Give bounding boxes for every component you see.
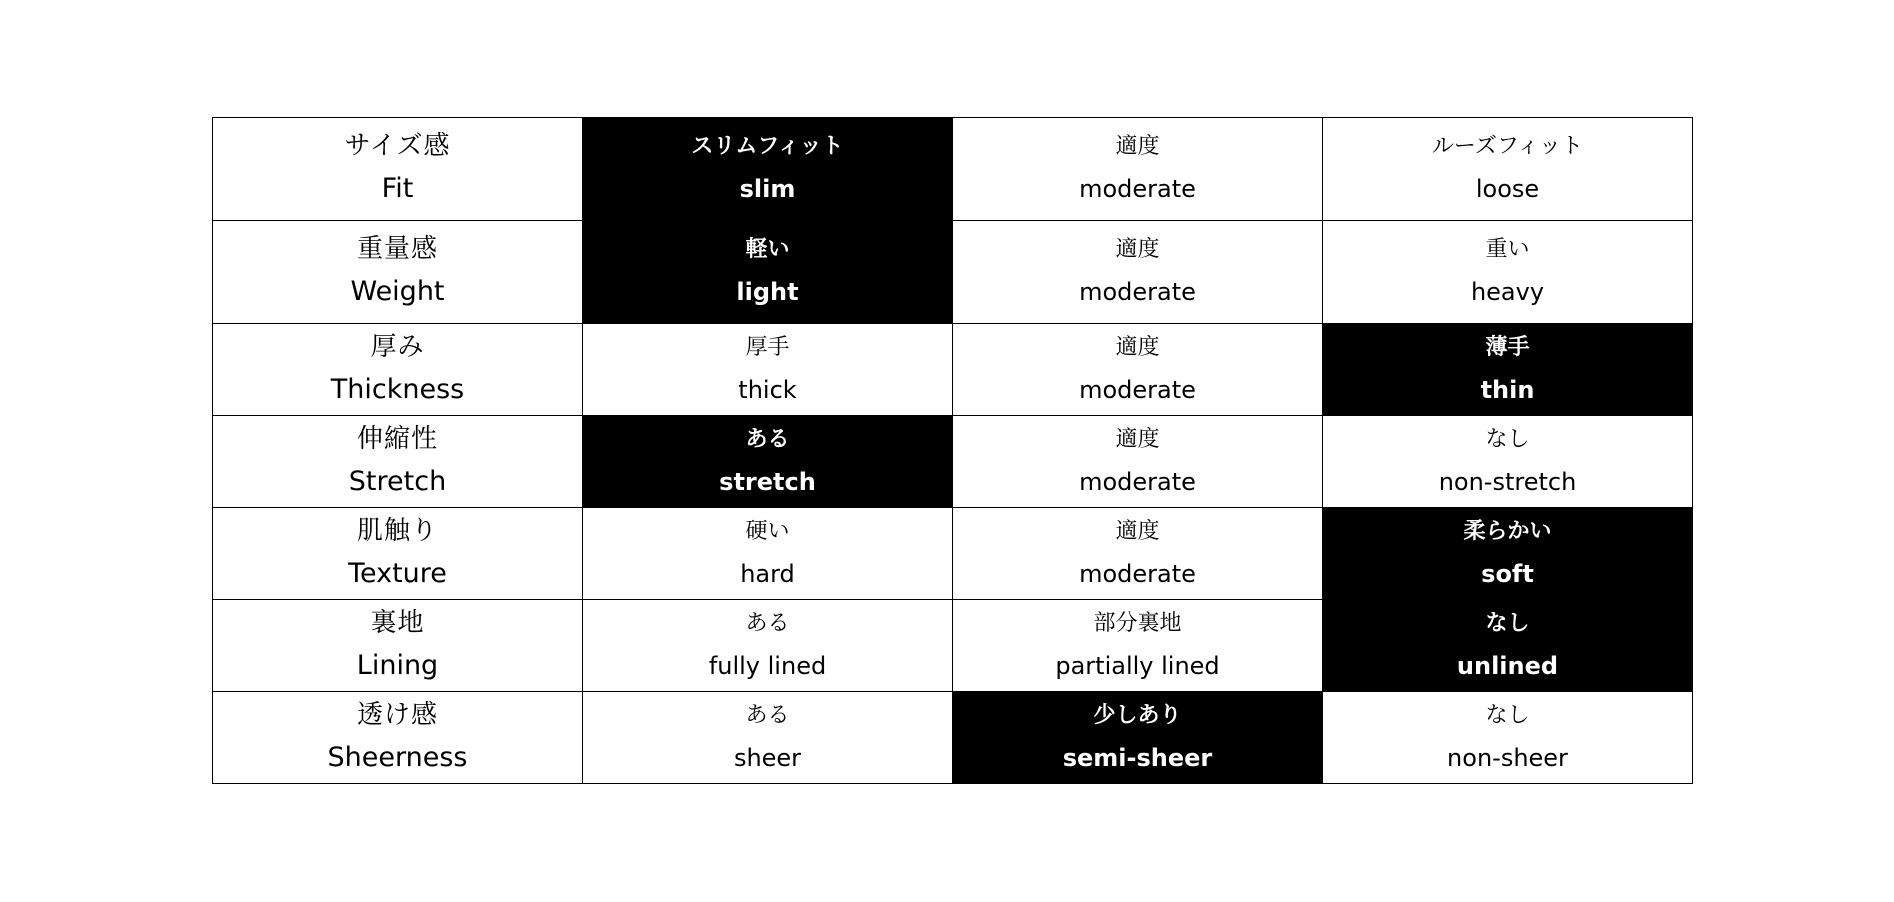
option-label-jp: ある xyxy=(745,702,790,728)
attribute-label-jp: 重量感 xyxy=(356,234,438,264)
option-cell-selected xyxy=(583,118,953,221)
attribute-label-jp: 肌触り xyxy=(356,515,438,546)
option-cell xyxy=(953,416,1323,508)
option-label-jp: 適度 xyxy=(1115,237,1160,262)
option-cell xyxy=(953,508,1323,600)
attribute-label-en: Thickness xyxy=(330,373,465,405)
attribute-label-cell xyxy=(213,118,583,221)
attribute-label-jp: 裏地 xyxy=(370,607,425,638)
option-label-jp: 部分裏地 xyxy=(1093,610,1182,636)
attribute-label-cell xyxy=(213,600,583,692)
attribute-label-jp: 厚み xyxy=(370,331,425,362)
option-label-jp: 厚手 xyxy=(745,334,790,360)
option-label-en: moderate xyxy=(1079,375,1196,404)
garment-spec-table xyxy=(212,117,1693,784)
option-label-jp: 適度 xyxy=(1115,134,1160,159)
option-label-en: moderate xyxy=(1079,559,1196,588)
spec-row-lining xyxy=(213,600,1693,692)
spec-row-fit xyxy=(213,118,1693,221)
attribute-label-jp: サイズ感 xyxy=(344,131,451,161)
spec-row-texture xyxy=(213,508,1693,600)
option-label-en: fully lined xyxy=(708,651,827,680)
option-label-jp: ある xyxy=(745,426,790,452)
option-label-en: semi-sheer xyxy=(1062,743,1213,772)
option-label-en: heavy xyxy=(1470,278,1545,306)
option-label-en: slim xyxy=(739,175,796,203)
option-label-jp: 硬い xyxy=(745,518,790,544)
option-cell xyxy=(583,692,953,784)
option-label-en: moderate xyxy=(1079,278,1196,306)
option-label-jp: 適度 xyxy=(1115,426,1160,452)
option-label-jp: 軽い xyxy=(745,237,790,262)
option-label-jp: なし xyxy=(1485,426,1530,452)
option-label-jp: ルーズフィット xyxy=(1431,134,1584,159)
option-label-jp: ある xyxy=(745,610,790,636)
option-cell xyxy=(1323,221,1693,324)
attribute-label-cell xyxy=(213,692,583,784)
option-cell xyxy=(1323,118,1693,221)
option-label-en: sheer xyxy=(733,743,802,772)
spec-row-sheerness xyxy=(213,692,1693,784)
attribute-label-en: Texture xyxy=(348,557,447,589)
attribute-label-en: Stretch xyxy=(348,465,447,497)
attribute-label-cell xyxy=(213,416,583,508)
option-cell-selected xyxy=(1323,508,1693,600)
option-label-jp: 少しあり xyxy=(1093,702,1182,728)
spec-row-stretch xyxy=(213,416,1693,508)
attribute-label-en: Weight xyxy=(350,276,445,307)
attribute-label-en: Lining xyxy=(356,649,439,681)
option-cell-selected xyxy=(1323,600,1693,692)
option-label-jp: スリムフィット xyxy=(691,134,844,159)
option-cell xyxy=(1323,416,1693,508)
attribute-label-jp: 透け感 xyxy=(356,699,438,730)
option-cell xyxy=(583,600,953,692)
spec-row-thickness xyxy=(213,324,1693,416)
option-cell-selected xyxy=(583,416,953,508)
spec-row-weight xyxy=(213,221,1693,324)
attribute-label-cell xyxy=(213,324,583,416)
option-cell xyxy=(953,221,1323,324)
option-label-en: hard xyxy=(740,559,795,588)
option-cell xyxy=(583,324,953,416)
option-label-en: non-sheer xyxy=(1447,743,1568,772)
option-cell xyxy=(1323,692,1693,784)
option-label-en: partially lined xyxy=(1055,651,1220,680)
option-cell xyxy=(953,324,1323,416)
option-label-en: moderate xyxy=(1079,175,1196,203)
option-label-en: thin xyxy=(1480,375,1535,404)
option-cell xyxy=(953,118,1323,221)
option-label-en: thick xyxy=(738,375,797,404)
option-label-en: soft xyxy=(1481,559,1534,588)
option-label-jp: 柔らかい xyxy=(1463,518,1552,544)
attribute-label-jp: 伸縮性 xyxy=(356,423,438,454)
attribute-label-cell xyxy=(213,221,583,324)
option-label-en: stretch xyxy=(719,467,816,496)
option-label-jp: なし xyxy=(1485,702,1530,728)
option-label-en: light xyxy=(736,278,799,306)
option-label-jp: 適度 xyxy=(1115,334,1160,360)
option-cell-selected xyxy=(953,692,1323,784)
option-label-en: loose xyxy=(1475,175,1540,203)
option-cell-selected xyxy=(1323,324,1693,416)
option-label-jp: 薄手 xyxy=(1485,334,1530,360)
option-cell xyxy=(953,600,1323,692)
option-label-en: moderate xyxy=(1079,467,1196,496)
attribute-label-en: Sheerness xyxy=(327,741,468,773)
option-label-en: non-stretch xyxy=(1438,467,1577,496)
attribute-label-en: Fit xyxy=(381,173,414,204)
option-label-en: unlined xyxy=(1456,651,1559,680)
option-cell-selected xyxy=(583,221,953,324)
option-label-jp: 重い xyxy=(1485,237,1530,262)
attribute-label-cell xyxy=(213,508,583,600)
option-label-jp: 適度 xyxy=(1115,518,1160,544)
option-label-jp: なし xyxy=(1485,610,1530,636)
option-cell xyxy=(583,508,953,600)
